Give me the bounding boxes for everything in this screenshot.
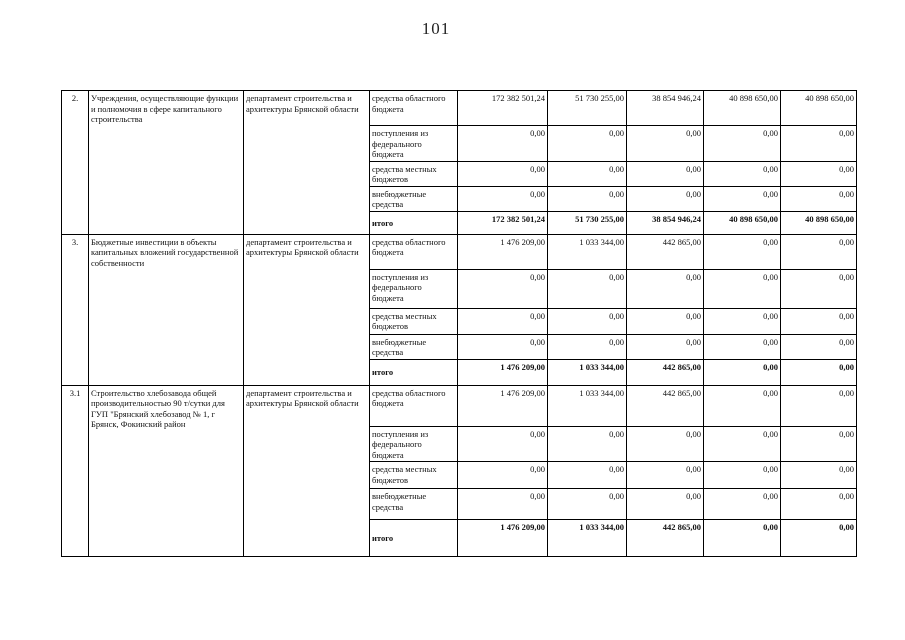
amount-cell: 0,00	[704, 234, 781, 269]
amount-cell: 0,00	[627, 426, 704, 462]
amount-cell: 0,00	[781, 161, 857, 186]
section-number: 2.	[62, 91, 89, 235]
funding-source: средства областного бюджета	[370, 385, 458, 426]
section-executor: департамент строительства и архитектуры Брянской области	[244, 234, 370, 385]
funding-source: внебюджетные средства	[370, 186, 458, 211]
total-amount: 442 865,00	[627, 520, 704, 557]
amount-cell: 0,00	[704, 426, 781, 462]
table-row	[62, 234, 857, 269]
amount-cell: 0,00	[458, 489, 548, 520]
amount-cell: 0,00	[627, 186, 704, 211]
funding-source: средства местных бюджетов	[370, 462, 458, 489]
amount-cell: 0,00	[781, 308, 857, 334]
funding-source: внебюджетные средства	[370, 489, 458, 520]
amount-cell: 0,00	[548, 269, 627, 308]
amount-cell: 0,00	[548, 462, 627, 489]
amount-cell: 1 033 344,00	[548, 234, 627, 269]
amount-cell: 172 382 501,24	[458, 91, 548, 126]
table-row	[62, 91, 857, 126]
amount-cell: 442 865,00	[627, 234, 704, 269]
amount-cell: 0,00	[627, 269, 704, 308]
funding-source: средства местных бюджетов	[370, 308, 458, 334]
amount-cell: 1 476 209,00	[458, 385, 548, 426]
funding-source: средства местных бюджетов	[370, 161, 458, 186]
total-amount: 0,00	[704, 520, 781, 557]
amount-cell: 0,00	[781, 269, 857, 308]
amount-cell: 0,00	[704, 186, 781, 211]
amount-cell: 1 033 344,00	[548, 385, 627, 426]
amount-cell: 0,00	[704, 269, 781, 308]
total-amount: 0,00	[781, 520, 857, 557]
total-amount: 51 730 255,00	[548, 211, 627, 234]
funding-source: средства областного бюджета	[370, 234, 458, 269]
amount-cell: 0,00	[704, 462, 781, 489]
amount-cell: 0,00	[704, 126, 781, 162]
total-amount: 1 476 209,00	[458, 359, 548, 385]
amount-cell: 0,00	[781, 489, 857, 520]
amount-cell: 0,00	[781, 334, 857, 359]
amount-cell: 0,00	[704, 161, 781, 186]
funding-source: внебюджетные средства	[370, 334, 458, 359]
amount-cell: 0,00	[627, 126, 704, 162]
section-number: 3.1	[62, 385, 89, 557]
total-amount: 442 865,00	[627, 359, 704, 385]
section-name: Строительство хлебозавода общей производительностью 90 т/сутки для ГУП "Брянский хлебозавод № 1, г Брянск, Фокинский район	[89, 385, 244, 557]
amount-cell: 0,00	[704, 334, 781, 359]
amount-cell: 0,00	[458, 462, 548, 489]
section-number: 3.	[62, 234, 89, 385]
amount-cell: 0,00	[548, 308, 627, 334]
amount-cell: 0,00	[781, 186, 857, 211]
amount-cell: 0,00	[781, 385, 857, 426]
amount-cell: 0,00	[627, 161, 704, 186]
total-amount: 1 476 209,00	[458, 520, 548, 557]
amount-cell: 0,00	[548, 489, 627, 520]
funding-source: средства областного бюджета	[370, 91, 458, 126]
budget-table	[61, 90, 857, 557]
amount-cell: 0,00	[704, 489, 781, 520]
total-label: итого	[370, 211, 458, 234]
amount-cell: 0,00	[458, 126, 548, 162]
total-label: итого	[370, 520, 458, 557]
total-amount: 1 033 344,00	[548, 520, 627, 557]
section-executor: департамент строительства и архитектуры Брянской области	[244, 385, 370, 557]
amount-cell: 0,00	[781, 426, 857, 462]
amount-cell: 0,00	[458, 308, 548, 334]
amount-cell: 0,00	[458, 269, 548, 308]
amount-cell: 0,00	[548, 126, 627, 162]
page-number: 101	[421, 19, 451, 38]
total-label: итого	[370, 359, 458, 385]
amount-cell: 0,00	[781, 126, 857, 162]
amount-cell: 0,00	[548, 334, 627, 359]
amount-cell: 40 898 650,00	[781, 91, 857, 126]
funding-source: поступления из федерального бюджета	[370, 426, 458, 462]
table-row	[62, 385, 857, 426]
section-name: Учреждения, осуществляющие функции и полномочия в сфере капитального строительства	[89, 91, 244, 235]
amount-cell: 0,00	[548, 161, 627, 186]
total-amount: 38 854 946,24	[627, 211, 704, 234]
amount-cell: 0,00	[458, 426, 548, 462]
amount-cell: 0,00	[458, 334, 548, 359]
amount-cell: 0,00	[627, 334, 704, 359]
section-executor: департамент строительства и архитектуры Брянской области	[244, 91, 370, 235]
amount-cell: 1 476 209,00	[458, 234, 548, 269]
amount-cell: 51 730 255,00	[548, 91, 627, 126]
amount-cell: 0,00	[704, 308, 781, 334]
section-name: Бюджетные инвестиции в объекты капитальных вложений государственной собственности	[89, 234, 244, 385]
amount-cell: 0,00	[627, 462, 704, 489]
amount-cell: 38 854 946,24	[627, 91, 704, 126]
amount-cell: 0,00	[548, 186, 627, 211]
amount-cell: 0,00	[548, 426, 627, 462]
amount-cell: 0,00	[781, 462, 857, 489]
total-amount: 0,00	[704, 359, 781, 385]
funding-source: поступления из федерального бюджета	[370, 269, 458, 308]
amount-cell: 0,00	[781, 234, 857, 269]
total-amount: 1 033 344,00	[548, 359, 627, 385]
amount-cell: 0,00	[704, 385, 781, 426]
amount-cell: 40 898 650,00	[704, 91, 781, 126]
amount-cell: 0,00	[458, 186, 548, 211]
amount-cell: 0,00	[627, 489, 704, 520]
funding-source: поступления из федерального бюджета	[370, 126, 458, 162]
total-amount: 40 898 650,00	[704, 211, 781, 234]
amount-cell: 442 865,00	[627, 385, 704, 426]
total-amount: 172 382 501,24	[458, 211, 548, 234]
total-amount: 40 898 650,00	[781, 211, 857, 234]
amount-cell: 0,00	[627, 308, 704, 334]
amount-cell: 0,00	[458, 161, 548, 186]
total-amount: 0,00	[781, 359, 857, 385]
